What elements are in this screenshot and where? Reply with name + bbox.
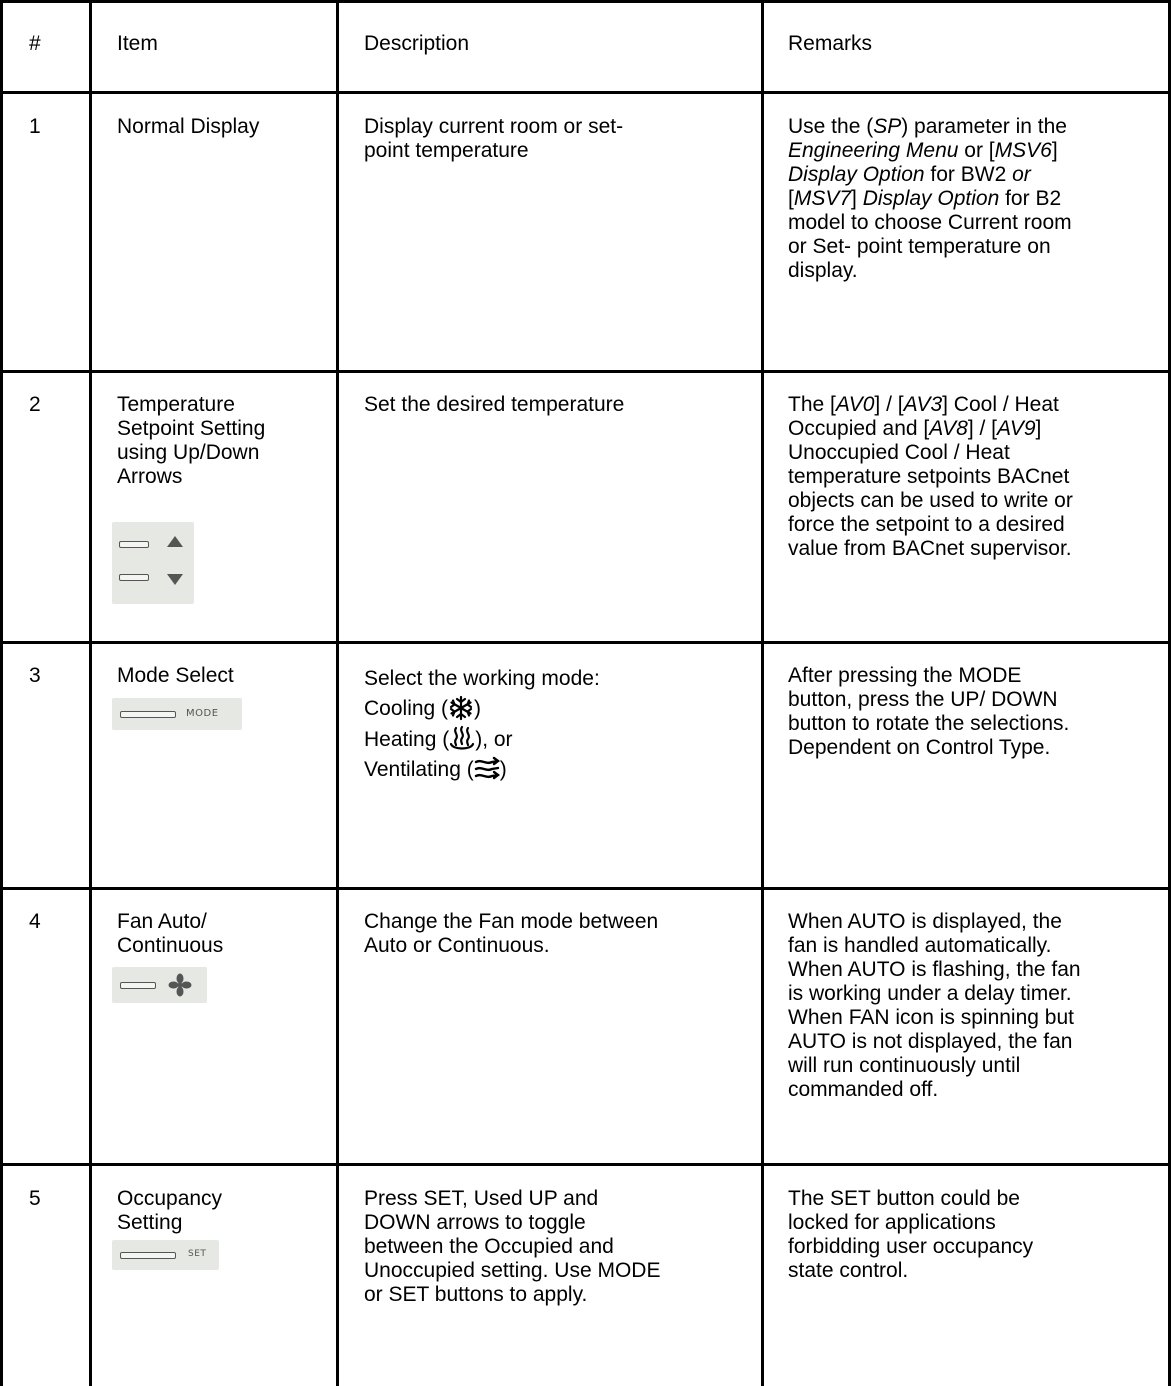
row-number: 4 bbox=[29, 910, 41, 933]
remarks-text: The SET button could be locked for applications forbidding user occupancy state control. bbox=[788, 1187, 1034, 1282]
mode-button-label: MODE bbox=[186, 708, 219, 719]
button-bar bbox=[120, 982, 156, 989]
button-bar bbox=[120, 711, 176, 718]
up-down-buttons-image bbox=[112, 522, 194, 604]
header-description: Description bbox=[364, 32, 470, 55]
row-number: 1 bbox=[29, 115, 41, 138]
button-bar bbox=[120, 1252, 176, 1259]
row-divider bbox=[0, 887, 1171, 890]
set-button-image bbox=[112, 1240, 219, 1270]
table-divider-desc bbox=[761, 0, 764, 1386]
table-divider-num bbox=[89, 0, 92, 1386]
remarks-text: After pressing the MODE button, press the UP/ DOWN button to rotate the selections. Dependent on Control Type. bbox=[788, 664, 1070, 759]
remarks-text: The [AV0] / [AV3] Cool / Heat Occupied and [AV8] / [AV9] Unoccupied Cool / Heat temperature setpoints BACnet objects can be used to write or force the setpoint to a desired value from BACnet supervisor. bbox=[788, 393, 1073, 560]
item-label: Occupancy Setting bbox=[117, 1187, 223, 1234]
set-button-label: SET bbox=[188, 1249, 207, 1259]
row-divider bbox=[0, 370, 1171, 373]
item-label: Temperature Setpoint Setting using Up/Down Arrows bbox=[117, 393, 266, 488]
button-bar bbox=[119, 541, 149, 548]
arrow-down-icon bbox=[167, 574, 183, 585]
description-text: Press SET, Used UP and DOWN arrows to toggle between the Occupied and Unoccupied setting. Use MODE or SET buttons to apply. bbox=[364, 1187, 661, 1306]
description-text: Display current room or set- point temperature bbox=[364, 115, 624, 162]
header-num: # bbox=[29, 32, 41, 55]
table-divider-item bbox=[336, 0, 339, 1386]
header-item: Item bbox=[117, 32, 158, 55]
mode-button-image bbox=[112, 698, 242, 730]
description-text: Set the desired temperature bbox=[364, 393, 625, 416]
row-divider bbox=[0, 91, 1171, 94]
item-label: Mode Select bbox=[117, 664, 234, 687]
row-number: 3 bbox=[29, 664, 41, 687]
item-label: Fan Auto/ Continuous bbox=[117, 910, 224, 957]
description-text: Select the working mode: Cooling ( ) Heating ( ), or Ventilating ( ) bbox=[364, 667, 600, 781]
table-border-top bbox=[0, 0, 1171, 3]
button-bar bbox=[119, 574, 149, 581]
arrow-up-icon bbox=[167, 536, 183, 547]
description-text: Change the Fan mode between Auto or Continuous. bbox=[364, 910, 659, 957]
ventilation-icon bbox=[474, 756, 500, 782]
item-label: Normal Display bbox=[117, 115, 260, 138]
row-number: 2 bbox=[29, 393, 41, 416]
remarks-text: When AUTO is displayed, the fan is handled automatically. When AUTO is flashing, the fan is working under a delay timer. When FAN icon is spinning but AUTO is not displayed, the fan will run continuously until commanded off. bbox=[788, 910, 1081, 1101]
heat-waves-icon bbox=[449, 724, 475, 752]
header-remarks: Remarks bbox=[788, 32, 873, 55]
row-divider bbox=[0, 641, 1171, 644]
row-divider bbox=[0, 1163, 1171, 1166]
table-border-left bbox=[0, 0, 3, 1386]
remarks-text: Use the (SP) parameter in the Engineering Menu or [MSV6] Display Option for BW2 or [MSV7] Display Option for B2 model to choose Current room or Set- point temperature on display. bbox=[788, 115, 1072, 282]
fan-icon bbox=[168, 973, 192, 997]
snowflake-icon bbox=[448, 695, 474, 721]
row-number: 5 bbox=[29, 1187, 41, 1210]
fan-button-image bbox=[112, 967, 207, 1003]
